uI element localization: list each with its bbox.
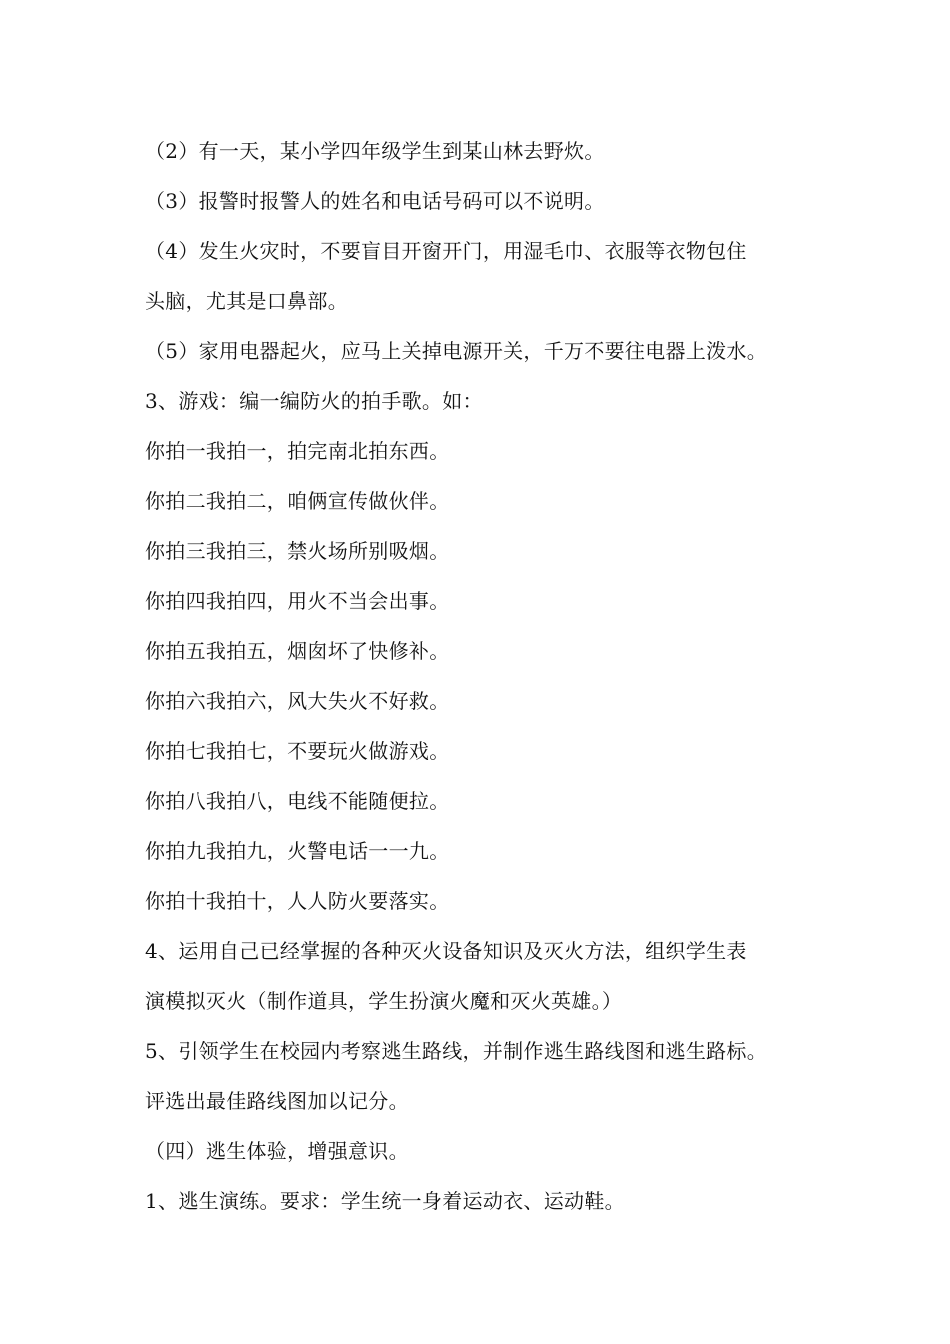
clapping-song-line: 你拍三我拍三，禁火场所别吸烟。 <box>145 539 450 563</box>
section-heading-escape: （四）逃生体验，增强意识。 <box>145 1139 409 1163</box>
section-heading-game: 3、游戏：编一编防火的拍手歌。如： <box>145 389 483 413</box>
text-line: 1、逃生演练。要求：学生统一身着运动衣、运动鞋。 <box>145 1189 625 1213</box>
text-line: （4）发生火灾时，不要盲目开窗开门，用湿毛巾、衣服等衣物包住 <box>145 239 747 263</box>
text-line: （3）报警时报警人的姓名和电话号码可以不说明。 <box>145 189 605 213</box>
clapping-song-line: 你拍十我拍十，人人防火要落实。 <box>145 889 450 913</box>
text-line: （2）有一天，某小学四年级学生到某山林去野炊。 <box>145 139 605 163</box>
clapping-song-line: 你拍二我拍二，咱俩宣传做伙伴。 <box>145 489 450 513</box>
text-line: 头脑，尤其是口鼻部。 <box>145 289 348 313</box>
clapping-song-line: 你拍五我拍五，烟囱坏了快修补。 <box>145 639 450 663</box>
clapping-song-line: 你拍四我拍四，用火不当会出事。 <box>145 589 450 613</box>
text-line: 4、运用自己已经掌握的各种灭火设备知识及灭火方法，组织学生表 <box>145 939 747 963</box>
text-line: 演模拟灭火（制作道具，学生扮演火魔和灭火英雄。） <box>145 989 623 1013</box>
text-line: 评选出最佳路线图加以记分。 <box>145 1089 409 1113</box>
clapping-song-line: 你拍七我拍七，不要玩火做游戏。 <box>145 739 450 763</box>
document-body <box>145 126 825 1226</box>
clapping-song-line: 你拍六我拍六，风大失火不好救。 <box>145 689 450 713</box>
clapping-song-line: 你拍九我拍九，火警电话一一九。 <box>145 839 450 863</box>
clapping-song-line: 你拍一我拍一，拍完南北拍东西。 <box>145 439 450 463</box>
text-line: （5）家用电器起火，应马上关掉电源开关，千万不要往电器上泼水。 <box>145 339 768 363</box>
clapping-song-line: 你拍八我拍八，电线不能随便拉。 <box>145 789 450 813</box>
text-line: 5、引领学生在校园内考察逃生路线，并制作逃生路线图和逃生路标。 <box>145 1039 768 1063</box>
